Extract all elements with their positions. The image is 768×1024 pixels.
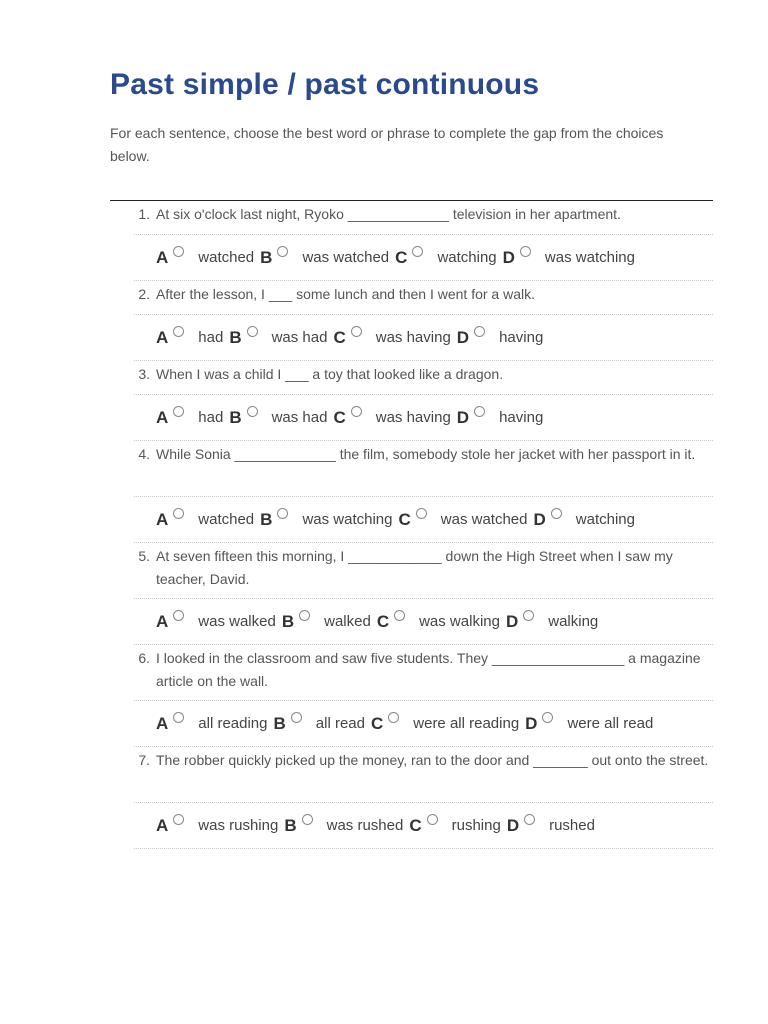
radio-button[interactable]: [291, 712, 302, 723]
option-letter: B: [260, 247, 273, 267]
radio-button[interactable]: [416, 508, 427, 519]
radio-button[interactable]: [299, 610, 310, 621]
question-1: [110, 201, 713, 281]
radio-button[interactable]: [394, 610, 405, 621]
radio-button[interactable]: [173, 326, 184, 337]
option-letter: B: [281, 611, 295, 631]
radio-button[interactable]: [474, 326, 485, 337]
question-2: [110, 281, 713, 361]
radio-button[interactable]: [173, 712, 184, 723]
radio-button[interactable]: [523, 610, 534, 621]
option-letter: A: [156, 611, 169, 631]
option-letter: D: [533, 509, 546, 529]
radio-button[interactable]: [388, 712, 399, 723]
option-text: watched: [198, 511, 255, 528]
option-text: walking: [548, 613, 599, 630]
option-text: having: [499, 329, 544, 346]
option-text: all read: [315, 715, 365, 732]
option-letter: C: [370, 713, 384, 733]
answer-options: [156, 395, 713, 440]
option-text: was rushing: [198, 817, 279, 834]
answer-options: [156, 235, 713, 280]
question-number: 3.: [138, 366, 150, 382]
question-number: 7.: [138, 752, 150, 768]
question-text: [134, 361, 713, 394]
option-text: was watching: [302, 511, 393, 528]
option-letter: A: [156, 327, 169, 347]
question-4: [110, 441, 713, 543]
option-letter: C: [376, 611, 390, 631]
option-letter: A: [156, 713, 169, 733]
answer-options: [156, 701, 713, 746]
radio-button[interactable]: [427, 814, 438, 825]
option-text: had: [198, 329, 224, 346]
radio-button[interactable]: [524, 814, 535, 825]
option-text: was having: [375, 409, 451, 426]
question-text: [134, 201, 713, 234]
option-text: rushing: [451, 817, 501, 834]
question-number: 2.: [138, 286, 150, 302]
page-title: Past simple / past continuous: [110, 68, 540, 101]
option-text: was watched: [440, 511, 528, 528]
option-text: rushed: [549, 817, 595, 834]
radio-button[interactable]: [173, 814, 184, 825]
question-sentence: After the lesson, I ___ some lunch and then I went for a walk.: [156, 286, 535, 302]
radio-button[interactable]: [247, 326, 258, 337]
option-letter: C: [395, 247, 408, 267]
radio-button[interactable]: [474, 406, 485, 417]
radio-button[interactable]: [247, 406, 258, 417]
option-letter: B: [273, 713, 286, 733]
answer-options: [156, 803, 713, 848]
question-6: [110, 645, 713, 747]
option-text: walked: [324, 613, 371, 630]
radio-button[interactable]: [551, 508, 562, 519]
option-letter: C: [333, 327, 346, 347]
option-letter: C: [409, 815, 422, 835]
question-text: [134, 281, 713, 314]
option-letter: D: [506, 815, 520, 835]
question-number: 1.: [138, 206, 150, 222]
question-text: [134, 645, 713, 700]
option-text: was watching: [544, 249, 635, 266]
question-number: 5.: [138, 548, 150, 564]
option-text: was watched: [302, 249, 390, 266]
question-sentence: I looked in the classroom and saw five students. They _________________ a magazine article on the wall.: [156, 650, 701, 689]
option-text: having: [499, 409, 544, 426]
question-sentence: While Sonia _____________ the film, somebody stole her jacket with her passport in it.: [156, 446, 696, 462]
radio-button[interactable]: [302, 814, 313, 825]
option-letter: A: [156, 509, 169, 529]
radio-button[interactable]: [351, 406, 362, 417]
question-3: [110, 361, 713, 441]
answer-options: [156, 599, 713, 644]
option-letter: D: [456, 407, 470, 427]
option-text: was rushed: [326, 817, 404, 834]
option-letter: B: [229, 407, 242, 427]
option-letter: A: [156, 407, 169, 427]
option-text: was walked: [198, 613, 276, 630]
radio-button[interactable]: [173, 406, 184, 417]
option-letter: D: [502, 247, 515, 267]
question-sentence: At six o'clock last night, Ryoko _____________ television in her apartment.: [156, 206, 621, 222]
option-text: all reading: [198, 715, 268, 732]
option-letter: B: [229, 327, 242, 347]
question-number: 4.: [138, 446, 150, 462]
option-text: were all read: [567, 715, 654, 732]
option-text: was had: [271, 409, 328, 426]
question-sentence: The robber quickly picked up the money, ran to the door and _______ out onto the street.: [156, 752, 709, 768]
option-letter: D: [505, 611, 519, 631]
radio-button[interactable]: [277, 246, 288, 257]
question-text: [134, 747, 713, 802]
dotted-divider: [134, 848, 713, 849]
option-letter: A: [156, 247, 169, 267]
option-letter: B: [260, 509, 273, 529]
radio-button[interactable]: [520, 246, 531, 257]
radio-button[interactable]: [173, 246, 184, 257]
radio-button[interactable]: [351, 326, 362, 337]
question-text: [134, 543, 713, 598]
answer-options: [156, 497, 713, 542]
option-text: were all reading: [413, 715, 520, 732]
option-letter: A: [156, 815, 169, 835]
option-letter: D: [456, 327, 470, 347]
radio-button[interactable]: [412, 246, 423, 257]
radio-button[interactable]: [173, 610, 184, 621]
radio-button[interactable]: [173, 508, 184, 519]
question-number: 6.: [138, 650, 150, 666]
question-text: [134, 441, 713, 496]
question-sentence: At seven fifteen this morning, I ____________ down the High Street when I saw my teacher, David.: [156, 548, 673, 587]
option-letter: D: [525, 713, 538, 733]
option-text: watching: [437, 249, 497, 266]
instructions: For each sentence, choose the best word or phrase to complete the gap from the choices below.: [110, 125, 664, 164]
option-text: had: [198, 409, 224, 426]
option-text: watching: [575, 511, 635, 528]
radio-button[interactable]: [542, 712, 553, 723]
option-text: was walking: [419, 613, 500, 630]
option-text: was had: [271, 329, 328, 346]
radio-button[interactable]: [277, 508, 288, 519]
question-sentence: When I was a child I ___ a toy that looked like a dragon.: [156, 366, 504, 382]
answer-options: [156, 315, 713, 360]
option-letter: C: [333, 407, 346, 427]
option-letter: B: [284, 815, 297, 835]
option-letter: C: [398, 509, 411, 529]
question-list: [110, 201, 713, 849]
question-7: [110, 747, 713, 849]
question-5: [110, 543, 713, 645]
option-text: was having: [375, 329, 451, 346]
option-text: watched: [198, 249, 255, 266]
